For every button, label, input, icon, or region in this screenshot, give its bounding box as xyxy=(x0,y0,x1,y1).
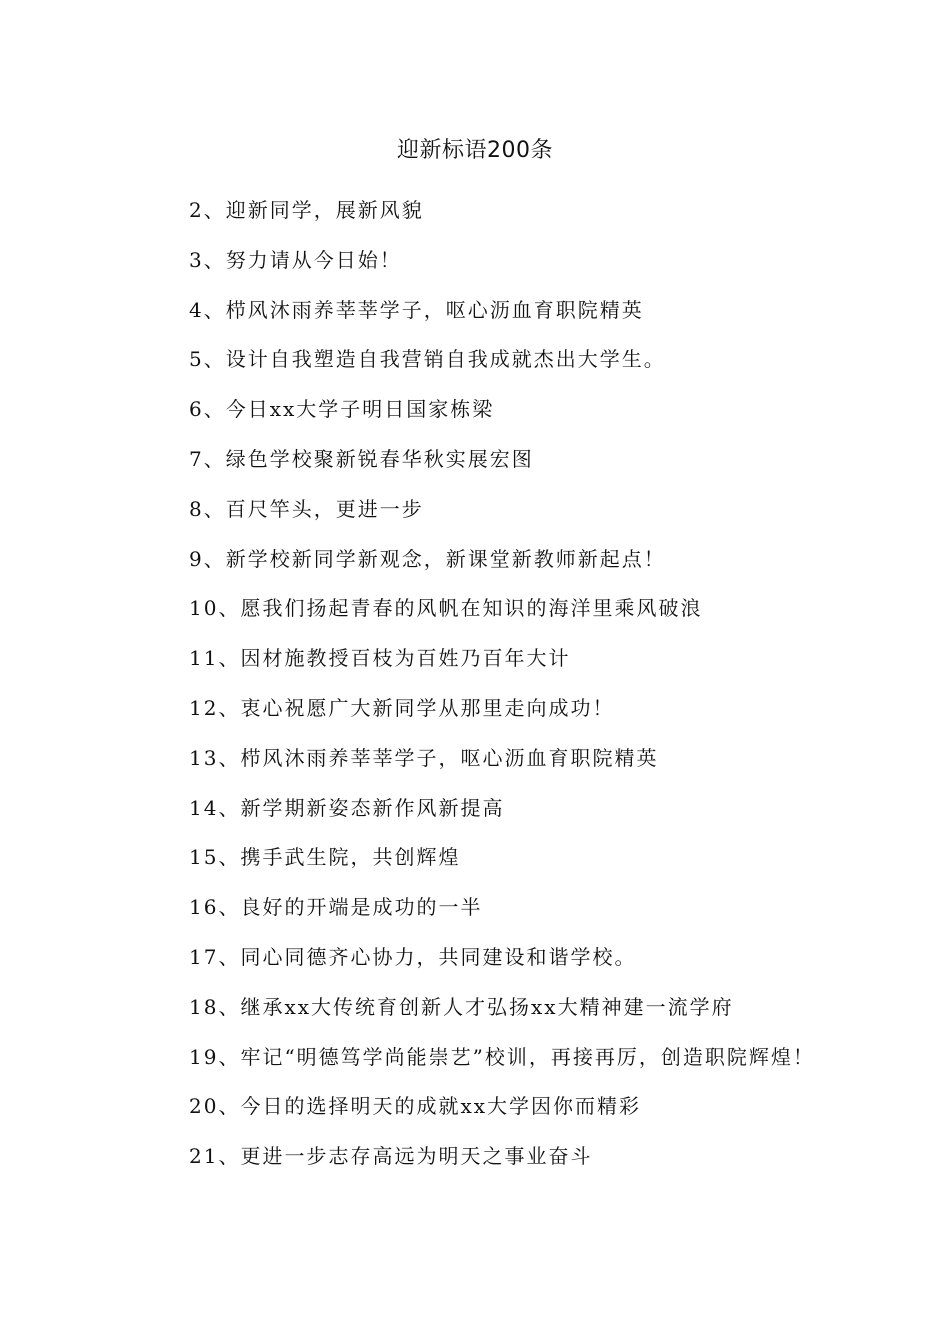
list-item: 3、努力请从今日始！ xyxy=(189,247,402,272)
list-item: 13、栉风沐雨养莘莘学子，呕心沥血育职院精英 xyxy=(189,745,659,770)
list-item: 12、衷心祝愿广大新同学从那里走向成功！ xyxy=(189,695,615,720)
list-item: 11、因材施教授百枝为百姓乃百年大计 xyxy=(189,646,571,671)
slogan-list xyxy=(0,186,950,1182)
list-item: 9、新学校新同学新观念，新课堂新教师新起点！ xyxy=(189,546,666,571)
list-item: 15、携手武生院，共创辉煌 xyxy=(189,845,461,870)
list-item: 6、今日xx大学子明日国家栋梁 xyxy=(189,397,495,422)
page-title: 迎新标语200条 xyxy=(397,138,553,163)
list-item: 5、设计自我塑造自我营销自我成就杰出大学生。 xyxy=(189,347,666,372)
list-item: 14、新学期新姿态新作风新提高 xyxy=(189,795,505,820)
list-item: 8、百尺竿头，更进一步 xyxy=(189,496,424,521)
list-item: 7、绿色学校聚新锐春华秋实展宏图 xyxy=(189,446,534,471)
list-item: 20、今日的选择明天的成就xx大学因你而精彩 xyxy=(189,1094,642,1119)
list-item: 2、迎新同学，展新风貌 xyxy=(189,198,424,222)
list-item: 16、良好的开端是成功的一半 xyxy=(189,895,483,920)
list-item: 19、牢记“明德笃学尚能崇艺”校训，再接再厉，创造职院辉煌！ xyxy=(189,1044,815,1069)
list-item: 4、栉风沐雨养莘莘学子，呕心沥血育职院精英 xyxy=(189,297,644,322)
list-item: 10、愿我们扬起青春的风帆在知识的海洋里乘风破浪 xyxy=(189,596,703,621)
list-item: 18、继承xx大传统育创新人才弘扬xx大精神建一流学府 xyxy=(189,994,734,1019)
list-item: 17、同心同德齐心协力，共同建设和谐学校。 xyxy=(189,944,637,969)
list-item: 21、更进一步志存高远为明天之事业奋斗 xyxy=(189,1144,593,1169)
